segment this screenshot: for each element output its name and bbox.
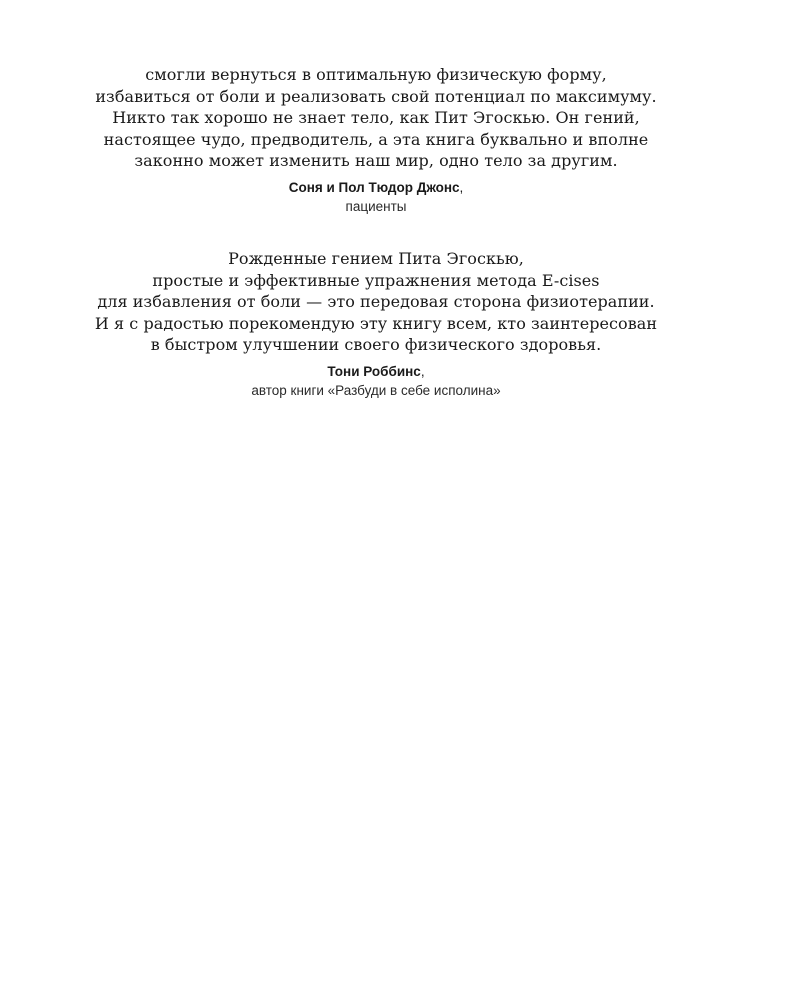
author-name: Тони Роббинс <box>327 363 421 379</box>
quote-text <box>60 248 692 356</box>
quote-attribution <box>60 178 692 216</box>
quote-line: простые и эффективные упражнения метода E-cises <box>152 270 600 290</box>
quote-attribution <box>60 362 692 400</box>
author-comma: , <box>420 363 425 379</box>
testimonial-quote <box>60 248 692 400</box>
author-comma: , <box>459 179 464 195</box>
author-name: Соня и Пол Тюдор Джонс <box>288 179 460 195</box>
quote-line: Рожденные гением Пита Эгоскью, <box>228 249 524 268</box>
quote-line: И я с радостью порекомендую эту книгу всем, кто заинтересован <box>94 313 658 333</box>
quote-line: смогли вернуться в оптимальную физическую форму, <box>145 65 607 84</box>
author-role: пациенты <box>345 198 407 214</box>
quote-text <box>60 64 692 172</box>
author-role: автор книги «Разбуди в себе исполина» <box>251 382 501 398</box>
quote-line: в быстром улучшении своего физического здоровья. <box>150 335 602 354</box>
testimonial-quote <box>60 64 692 216</box>
quote-line: законно может изменить наш мир, одно тело за другим. <box>134 151 618 170</box>
quote-line: Никто так хорошо не знает тело, как Пит Эгоскью. Он гений, <box>112 108 640 127</box>
quote-line: для избавления от боли — это передовая сторона физиотерапии. <box>97 292 655 311</box>
quote-line: избавиться от боли и реализовать свой потенциал по максимуму. <box>95 86 657 106</box>
quote-line: настоящее чудо, предводитель, а эта книга буквально и вполне <box>103 129 649 149</box>
